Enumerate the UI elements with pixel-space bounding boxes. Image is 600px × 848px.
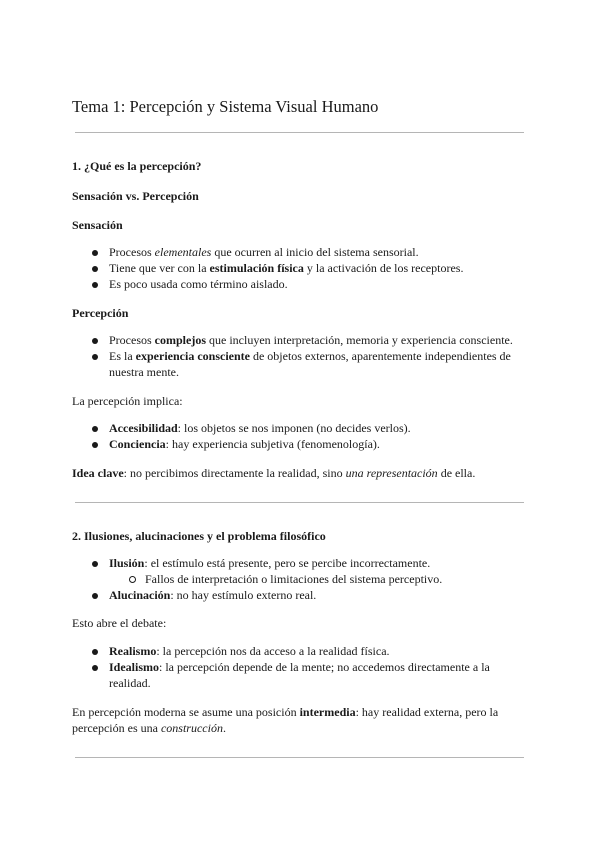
list-item: Accesibilidad: los objetos se nos imponen (no decides verlos). <box>109 421 411 435</box>
conclusion-line-2: percepción es una construcción. <box>72 721 226 735</box>
percepcion-heading: Percepción <box>72 306 129 320</box>
bullet-icon <box>92 426 98 432</box>
bullet-icon <box>92 354 98 360</box>
list-item-continuation: realidad. <box>109 676 151 690</box>
list-item: Alucinación: no hay estímulo externo real. <box>109 588 317 602</box>
implica-intro: La percepción implica: <box>72 394 183 408</box>
list-item: Es poco usada como término aislado. <box>109 277 288 291</box>
list-item: Es la experiencia consciente de objetos externos, aparentemente independientes de <box>109 349 511 363</box>
bullet-icon <box>92 338 98 344</box>
list-item: Realismo: la percepción nos da acceso a la realidad física. <box>109 644 390 658</box>
bullet-icon <box>92 649 98 655</box>
list-item: Idealismo: la percepción depende de la mente; no accedemos directamente a la <box>109 660 490 674</box>
page-title: Tema 1: Percepción y Sistema Visual Humano <box>72 97 379 116</box>
divider <box>75 502 524 503</box>
bullet-icon <box>92 250 98 256</box>
sensacion-heading: Sensación <box>72 218 123 232</box>
debate-intro: Esto abre el debate: <box>72 616 167 630</box>
divider <box>75 757 524 758</box>
sub-bullet-icon <box>129 576 136 583</box>
bullet-icon <box>92 593 98 599</box>
idea-clave: Idea clave: no percibimos directamente la realidad, sino una representación de ella. <box>72 466 476 480</box>
list-item-continuation: nuestra mente. <box>109 365 179 379</box>
divider <box>75 132 524 133</box>
section1-subheading: Sensación vs. Percepción <box>72 189 199 203</box>
bullet-icon <box>92 665 98 671</box>
conclusion-line-1: En percepción moderna se asume una posición intermedia: hay realidad externa, pero la <box>72 705 499 719</box>
section1-heading: 1. ¿Qué es la percepción? <box>72 159 202 173</box>
bullet-icon <box>92 282 98 288</box>
list-item: Conciencia: hay experiencia subjetiva (fenomenología). <box>109 437 380 451</box>
bullet-icon <box>92 266 98 272</box>
section2-heading: 2. Ilusiones, alucinaciones y el problema filosófico <box>72 529 326 543</box>
bullet-icon <box>92 442 98 448</box>
list-item: Ilusión: el estímulo está presente, pero se percibe incorrectamente. <box>109 556 431 570</box>
list-item: Procesos complejos que incluyen interpretación, memoria y experiencia consciente. <box>109 333 513 347</box>
sub-list-item: Fallos de interpretación o limitaciones del sistema perceptivo. <box>145 572 443 586</box>
bullet-icon <box>92 561 98 567</box>
list-item: Procesos elementales que ocurren al inicio del sistema sensorial. <box>109 245 419 259</box>
list-item: Tiene que ver con la estimulación física y la activación de los receptores. <box>109 261 464 275</box>
